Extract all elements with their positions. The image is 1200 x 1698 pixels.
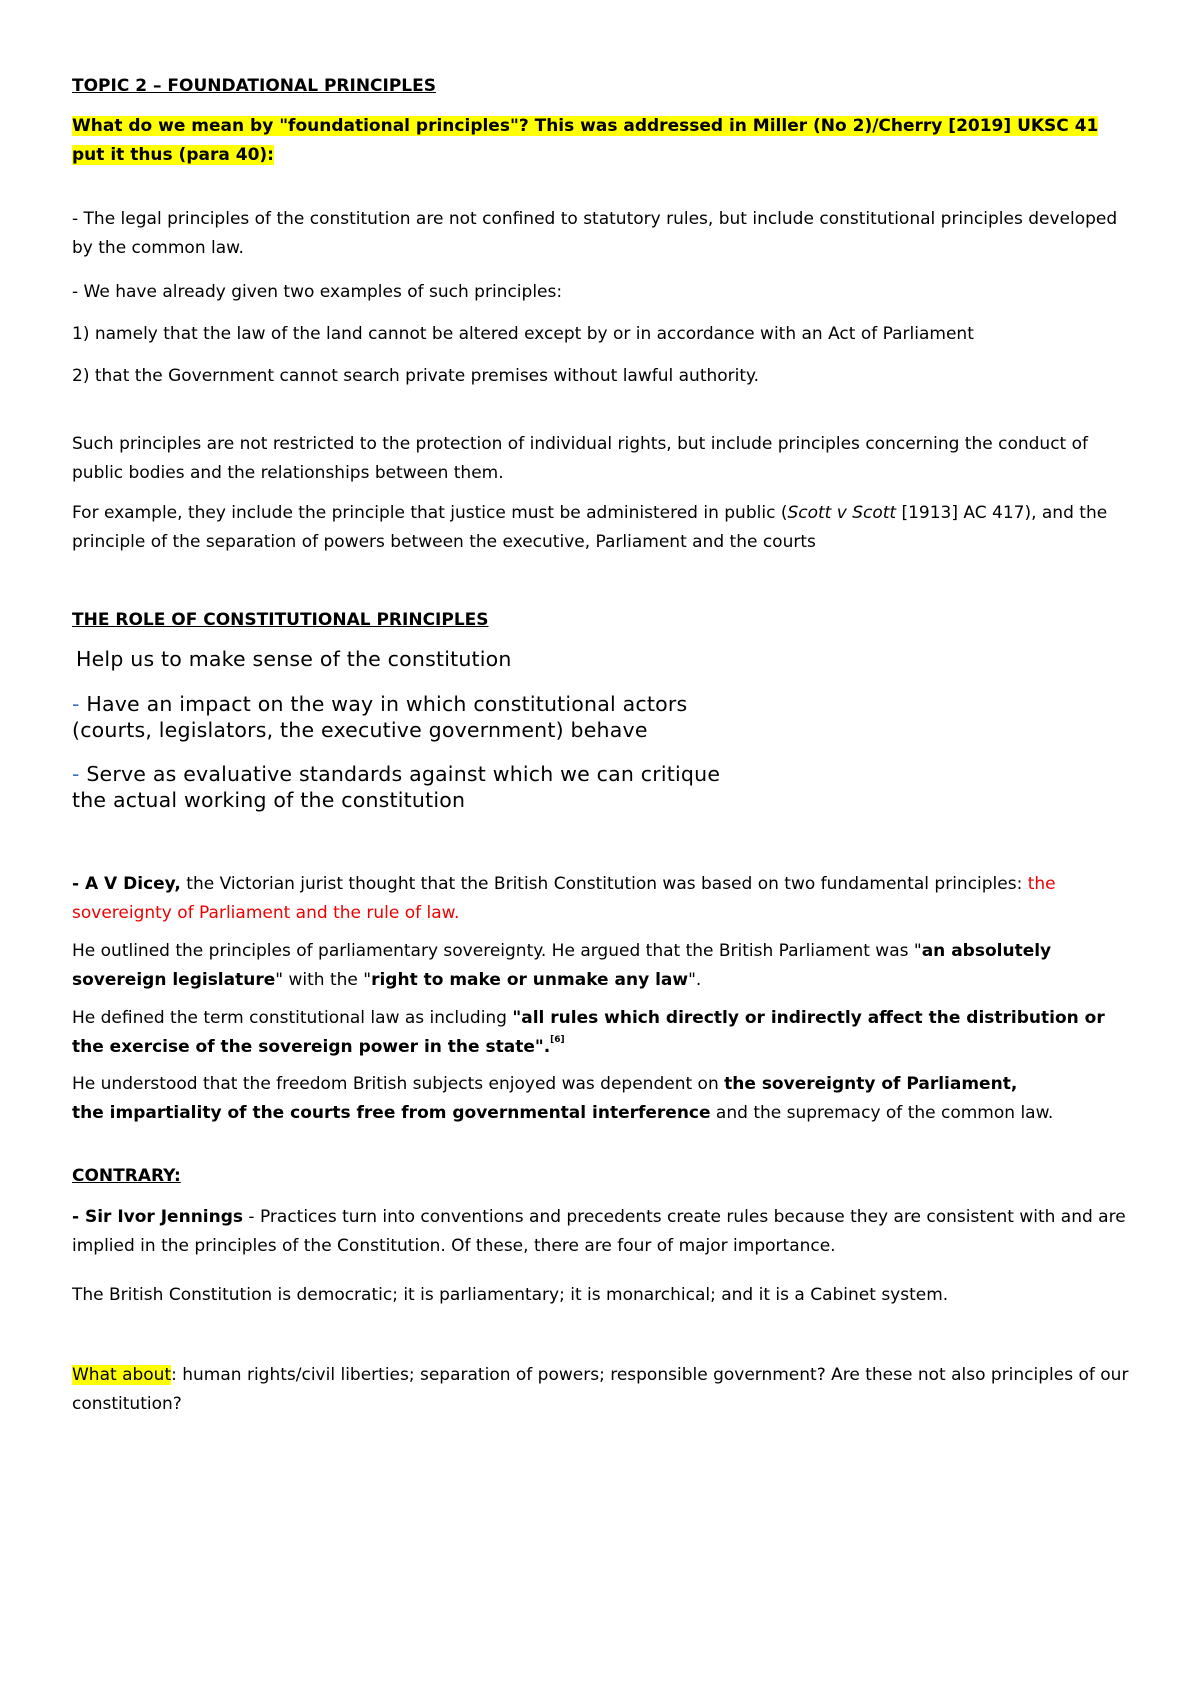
what-about-label: What about [72,1365,172,1385]
role-item-3-dash: - [72,762,80,786]
quote-example-1: 1) namely that the law of the land cannot be altered except by or in accordance with an Act of Parliament [72,324,974,344]
dicey-p2-a: He outlined the principles of parliamentary sovereignty. He argued that the British Parliament was " [72,941,922,961]
dicey-para-2 [72,937,1132,995]
role-item-2 [72,691,1132,743]
dicey-name: - A V Dicey, [72,874,181,894]
jennings-para [72,1203,1132,1261]
para-6-text-before: For example, they include the principle that justice must be administered in public ( [72,503,788,523]
dicey-text: the Victorian jurist thought that the British Constitution was based on two fundamental principles: [180,874,1028,894]
what-about-para [72,1361,1132,1419]
case-name: Scott v Scott [787,503,897,523]
dicey-p3-a: He defined the term constitutional law as including [72,1008,513,1028]
role-item-3 [72,761,1132,813]
dicey-p4-a: He understood that the freedom British subjects enjoyed was dependent on [72,1074,725,1094]
dicey-p4-c: the impartiality of the courts free from governmental interference [72,1103,711,1123]
intro-question [72,112,1132,170]
dicey-p2-c: " with the " [275,970,372,990]
dicey-p4-d: and the supremacy of the common law. [710,1103,1054,1123]
dicey-p4-b: the sovereignty of Parliament, [724,1074,1018,1094]
dicey-p3-quote: "all rules which directly or indirectly affect the distribution or the exercise of the sovereign power in the state". [72,1008,1105,1057]
dicey-para-3 [72,1004,1132,1062]
contrary-heading: CONTRARY: [72,1166,181,1186]
dicey-para-4 [72,1070,1132,1128]
role-item-3-line-1: Serve as evaluative standards against which we can critique [79,762,721,786]
dicey-p2-b: an absolutely sovereign legislature [72,941,1052,990]
jennings-text: - Practices turn into conventions and precedents create rules because they are consistent with and are implied in the principles of the Constitution. Of these, there are four of major importance. [72,1207,1126,1256]
role-heading: THE ROLE OF CONSTITUTIONAL PRINCIPLES [72,610,489,630]
what-about-text: : human rights/civil liberties; separation of powers; responsible government? Are these not also principles of our constitution? [72,1365,1129,1414]
highlighted-question: What do we mean by "foundational principles"? This was addressed in Miller (No 2)/Cherry [2019] UKSC 41 put it thus (para 40): [72,116,1099,165]
page-heading: TOPIC 2 – FOUNDATIONAL PRINCIPLES [72,76,436,96]
quote-para-1: - The legal principles of the constitution are not confined to statutory rules, but include constitutional principles developed by the common law. [72,209,1118,258]
constitution-summary: The British Constitution is democratic; it is parliamentary; it is monarchical; and it is a Cabinet system. [72,1285,949,1305]
dicey-principles: the sovereignty of Parliament and the rule of law. [72,874,1056,923]
quote-para-5: Such principles are not restricted to the protection of individual rights, but include principles concerning the conduct of public bodies and the relationships between them. [72,434,1088,483]
dicey-p2-d: right to make or unmake any law [371,970,689,990]
role-item-1: Help us to make sense of the constitution [76,647,512,671]
role-item-2-line-1: Have an impact on the way in which constitutional actors [79,692,688,716]
quote-example-2: 2) that the Government cannot search private premises without lawful authority. [72,366,760,386]
quote-para-6 [72,499,1132,557]
jennings-name: - Sir Ivor Jennings [72,1207,244,1227]
para-6-text-after: [1913] AC 417), and the principle of the separation of powers between the executive, Parliament and the courts [72,503,1108,552]
dicey-para-1 [72,870,1132,928]
role-item-2-line-2: (courts, legislators, the executive government) behave [72,718,648,742]
role-item-3-line-2: the actual working of the constitution [72,788,466,812]
dicey-p2-e: ". [688,970,702,990]
quote-para-2: - We have already given two examples of such principles: [72,282,563,302]
role-item-2-dash: - [72,692,80,716]
footnote-reference[interactable]: [6] [550,1035,565,1045]
